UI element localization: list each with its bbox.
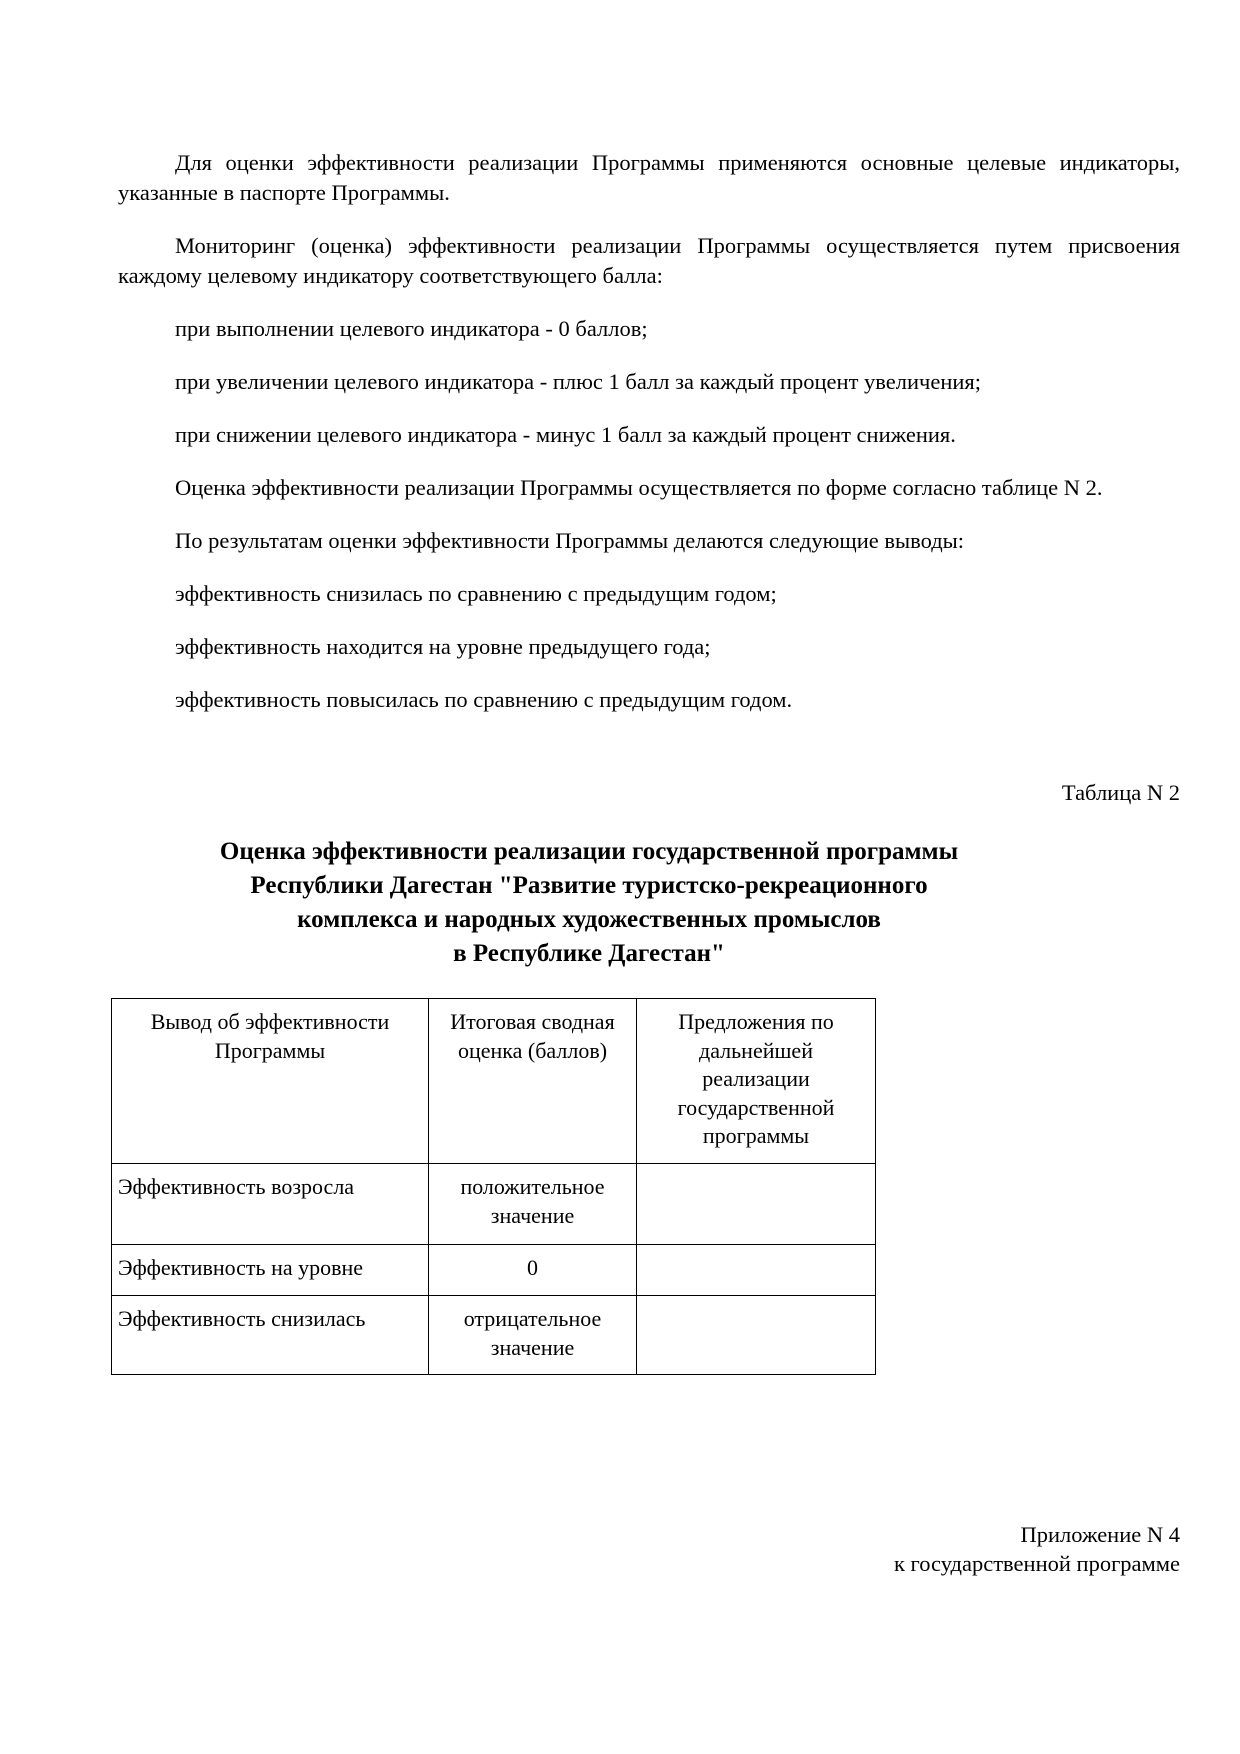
annex-subtitle: к государственной программе [893,1551,1180,1576]
annex-heading [894,1520,1180,1578]
cell-conclusion: Эффективность возросла [112,1164,429,1245]
cell-conclusion: Эффективность снизилась [112,1296,429,1375]
cell-score: отрицательное значение [429,1296,637,1375]
annex-number: Приложение N 4 [1020,1522,1180,1547]
paragraph-rule-increase: при увеличении целевого индикатора - плюс 1 балл за каждый процент увеличения; [175,369,982,394]
table-row [112,1245,876,1296]
cell-score: положительное значение [429,1164,637,1245]
paragraph-monitoring: Мониторинг (оценка) эффективности реализации Программы осуществляется путем присвоения каждому целевому индикатору соответствующего балла: [118,233,1180,288]
table-row [112,1164,876,1245]
paragraph-conclusion-same: эффективность находится на уровне предыдущего года; [175,634,711,659]
table-label: Таблица N 2 [1061,780,1180,805]
evaluation-table [111,998,876,1375]
header-total-score: Итоговая сводная оценка (баллов) [429,999,637,1164]
cell-score: 0 [429,1245,637,1296]
paragraph-conclusion-increased: эффективность повысилась по сравнению с предыдущим годом. [175,687,793,712]
cell-proposals [637,1164,876,1245]
title-line: в Республике Дагестан" [453,940,725,967]
title-line: комплекса и народных художественных промыслов [297,906,881,933]
header-conclusion: Вывод об эффективности Программы [112,999,429,1164]
table-row [112,1296,876,1375]
paragraph-conclusions-intro: По результатам оценки эффективности Программы делаются следующие выводы: [175,528,965,553]
paragraph-indicators: Для оценки эффективности реализации Программы применяются основные целевые индикаторы, указанные в паспорте Программы. [118,150,1180,205]
cell-proposals [637,1296,876,1375]
cell-proposals [637,1245,876,1296]
table-header-row [112,999,876,1164]
table-title [118,835,1180,971]
paragraph-rule-fulfilled: при выполнении целевого индикатора - 0 баллов; [175,316,648,341]
header-proposals: Предложения по дальнейшей реализации государственной программы [637,999,876,1164]
cell-conclusion: Эффективность на уровне [112,1245,429,1296]
title-line: Оценка эффективности реализации государственной программы [219,838,959,865]
paragraph-rule-decrease: при снижении целевого индикатора - минус 1 балл за каждый процент снижения. [175,422,956,447]
paragraph-table-reference: Оценка эффективности реализации Программы осуществляется по форме согласно таблице N 2. [175,475,1103,500]
paragraph-conclusion-decreased: эффективность снизилась по сравнению с предыдущим годом; [175,581,777,606]
document-body [118,148,1180,738]
title-line: Республики Дагестан "Развитие туристско-рекреационного [250,872,928,899]
